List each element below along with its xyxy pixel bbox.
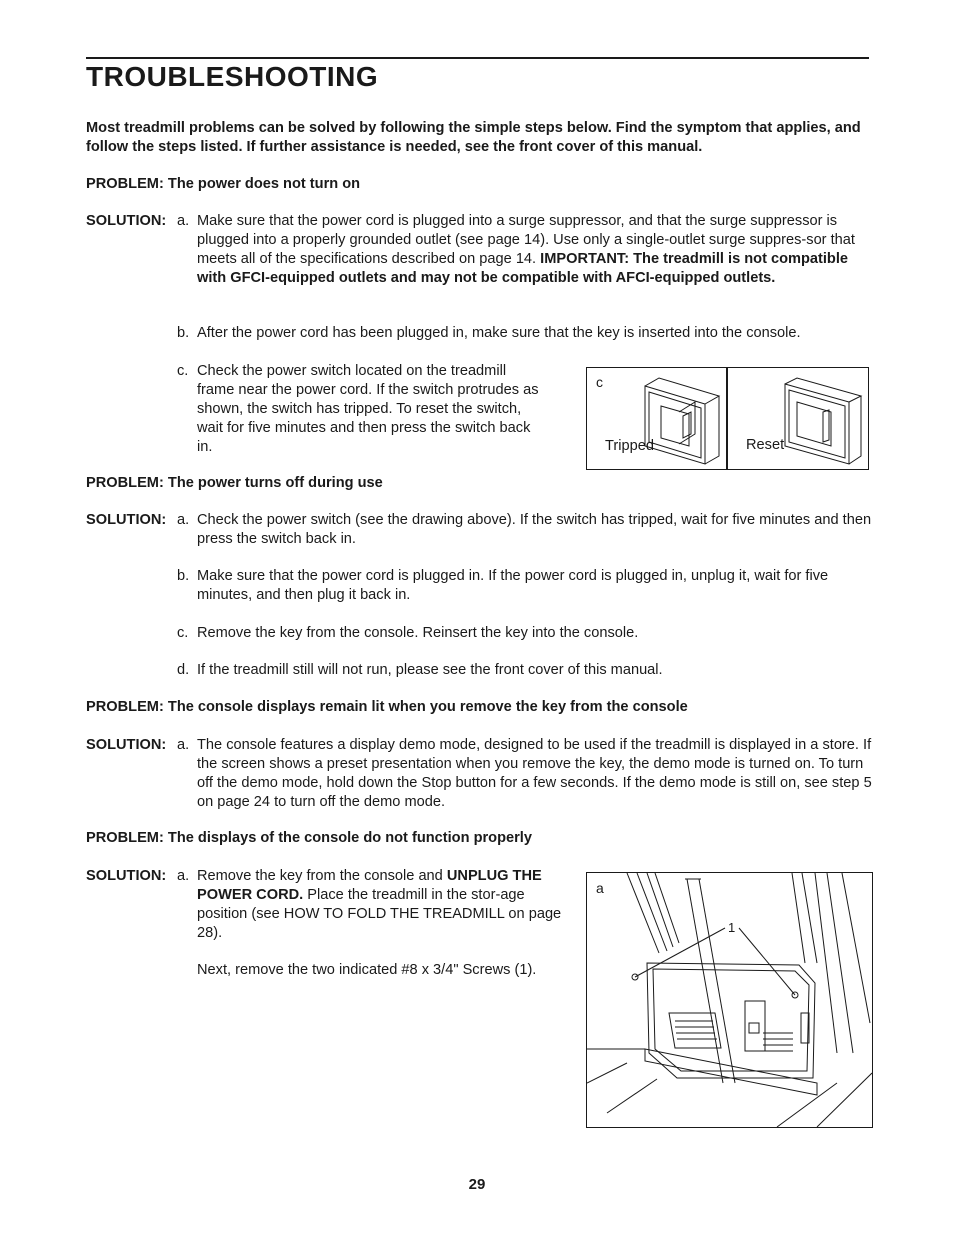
step-text: Make sure that the power cord is plugged in. If the power cord is plugged in, unplug it, wait for five minutes, and then plug it back in. [197, 568, 829, 603]
intro-paragraph: Most treadmill problems can be solved by following the simple steps below. Find the symptom that applies, and follow the steps listed. If further assistance is needed, see the front cover of this manual. [86, 120, 861, 155]
step-letter: c. [177, 363, 189, 379]
step-text: Make sure that the power cord is plugged into a surge suppressor, and that the surge suppressor is plugged into a properly grounded outlet (see page 14). Use only a single-outlet surge suppres-sor that meets all of the specifications described on page 14. [197, 213, 855, 267]
problem-2-heading [86, 474, 383, 493]
treadmill-drawing [587, 873, 872, 1127]
solution-1a [177, 212, 872, 288]
step-letter: b. [177, 568, 190, 584]
problem-4-heading [86, 829, 532, 848]
step-letter: a. [177, 737, 190, 753]
problem-1-text: The power does not turn on [167, 176, 361, 192]
step-letter: a. [177, 213, 190, 229]
step-text: Check the power switch located on the treadmill frame near the power cord. If the switch protrudes as shown, the switch has tripped. To reset the switch, wait for five minutes and then press the switch back in. [197, 363, 539, 455]
step-text: After the power cord has been plugged in, make sure that the key is inserted into the console. [197, 325, 801, 341]
page-title: TROUBLESHOOTING [86, 61, 379, 92]
problem-4-text: The displays of the console do not function properly [167, 830, 532, 846]
solution-2a [177, 511, 872, 549]
page-number: 29 [468, 1176, 486, 1193]
solution-4-label: SOLUTION: [86, 868, 167, 884]
solution-2c [177, 624, 872, 643]
callout-1: 1 [728, 920, 736, 935]
solution-2b [177, 567, 872, 605]
solution-2-label: SOLUTION: [86, 512, 167, 528]
step-text: The console features a display demo mode, designed to be used if the treadmill is displayed in a store. If the screen shows a preset presentation when you remove the key, the demo mode is turned on. To turn off the demo mode, hold down the Stop button for a few seconds. If the demo mode is still on, see step 5 on page 24 to turn off the demo mode. [197, 737, 872, 810]
problem-label: PROBLEM: [86, 176, 164, 192]
problem-3-heading [86, 698, 688, 717]
important-note: IMPORTANT: The treadmill is not compatible with GFCI-equipped outlets and may not be compatible with AFCI-equipped outlets. [197, 251, 849, 286]
problem-label: PROBLEM: [86, 830, 164, 846]
problem-1-heading [86, 175, 360, 194]
step-text-continued: Place the treadmill in the stor-age position (see HOW TO FOLD THE TREADMILL on page 28). [197, 887, 562, 941]
solution-1-label: SOLUTION: [86, 213, 167, 229]
step-letter: c. [177, 625, 189, 641]
step-letter: d. [177, 662, 190, 678]
solution-1b [177, 324, 872, 343]
title-rule [86, 57, 869, 59]
problem-label: PROBLEM: [86, 699, 164, 715]
figure-a-treadmill-base [586, 872, 873, 1128]
solution-1c [177, 362, 547, 457]
step-text-next: Next, remove the two indicated #8 x 3/4" Screws (1). [197, 962, 537, 978]
caption-reset: Reset [746, 437, 785, 453]
figure-c-power-switch [586, 367, 869, 470]
caption-tripped: Tripped [605, 438, 654, 454]
figure-c-letter: c [596, 374, 603, 390]
solution-3-label: SOLUTION: [86, 737, 167, 753]
problem-label: PROBLEM: [86, 475, 164, 491]
problem-3-text: The console displays remain lit when you remove the key from the console [167, 699, 688, 715]
problem-2-text: The power turns off during use [167, 475, 383, 491]
step-text: Check the power switch (see the drawing above). If the switch has tripped, wait for five minutes and then press the switch back in. [197, 512, 872, 547]
step-text: Remove the key from the console and [197, 868, 447, 884]
step-text: Remove the key from the console. Reinsert the key into the console. [197, 625, 639, 641]
figure-a-letter: a [596, 880, 604, 896]
step-text: If the treadmill still will not run, please see the front cover of this manual. [197, 662, 663, 678]
solution-4a [177, 867, 562, 980]
unplug-warning: UNPLUG THE POWER CORD. [197, 868, 542, 903]
step-letter: b. [177, 325, 190, 341]
step-letter: a. [177, 868, 190, 884]
step-letter: a. [177, 512, 190, 528]
solution-3a [177, 736, 872, 812]
solution-2d [177, 661, 872, 680]
